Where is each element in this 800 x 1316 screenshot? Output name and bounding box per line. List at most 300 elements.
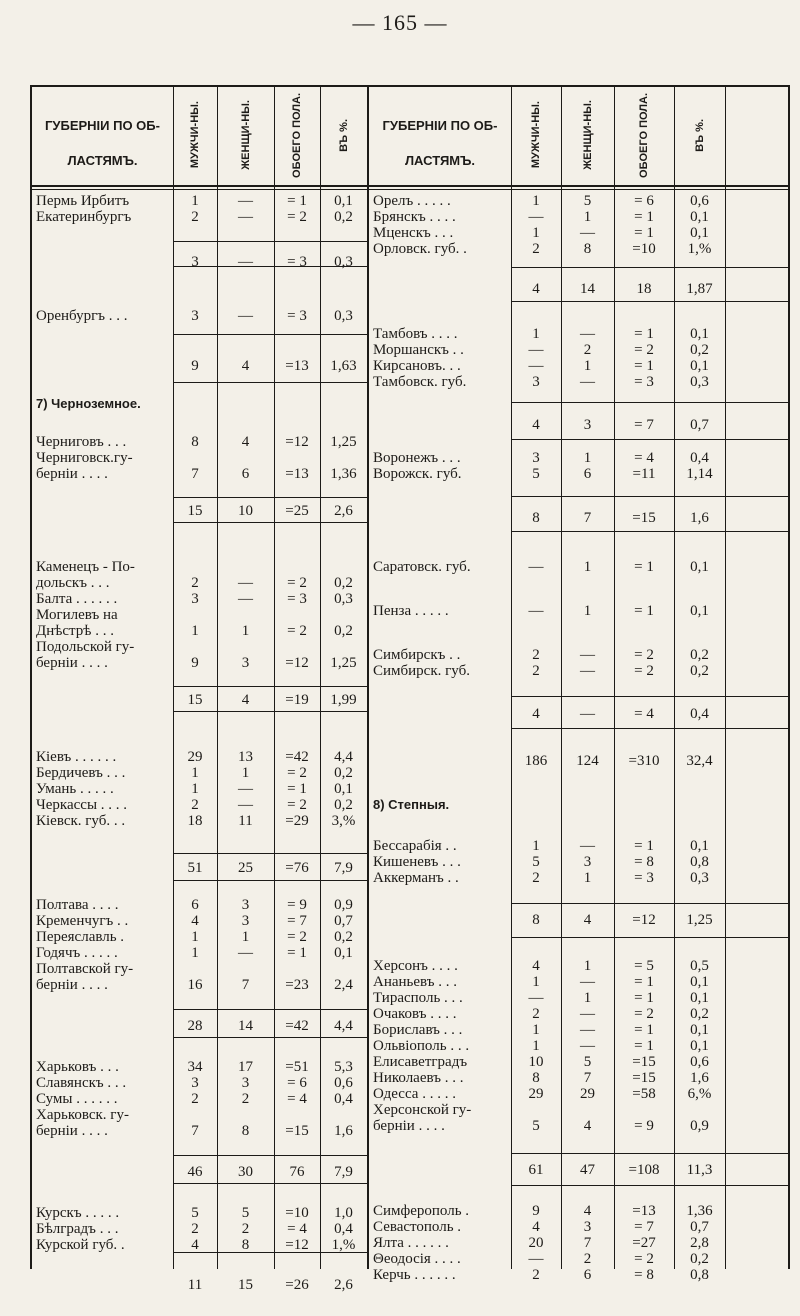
region-name: Полтава . . . . xyxy=(36,897,119,913)
women-cell: 1 xyxy=(241,623,250,639)
total-cell: = 1 xyxy=(634,1038,654,1054)
percent-cell: 0,9 xyxy=(690,1118,709,1134)
total-cell: =12 xyxy=(285,655,309,671)
total-cell: =25 xyxy=(285,503,309,519)
region-name: Симферополь . xyxy=(373,1203,470,1219)
total-cell: = 3 xyxy=(634,374,654,390)
percent-cell: 1,0 xyxy=(334,1205,353,1221)
women-cell: 25 xyxy=(238,860,253,876)
region-name: Умань . . . . . xyxy=(36,781,114,797)
men-cell: 5 xyxy=(532,854,540,870)
men-cell: 1 xyxy=(532,1022,540,1038)
men-cell: 20 xyxy=(528,1235,544,1251)
total-cell: = 7 xyxy=(634,417,654,433)
percent-cell: 0,1 xyxy=(690,990,709,1006)
total-cell: = 2 xyxy=(634,1006,654,1022)
men-cell: 1 xyxy=(532,225,540,241)
subtotal-rule xyxy=(173,241,367,242)
total-cell: = 1 xyxy=(634,358,654,374)
total-cell: = 9 xyxy=(634,1118,654,1134)
region-name: Воронежъ . . . xyxy=(373,450,461,466)
men-cell: 2 xyxy=(532,663,540,679)
region-name: Харьковъ . . . xyxy=(36,1059,119,1075)
percent-cell: 1,6 xyxy=(690,1070,709,1086)
percent-cell: 0,1 xyxy=(690,326,709,342)
percent-cell: 0,6 xyxy=(690,193,709,209)
total-cell: = 2 xyxy=(634,647,654,663)
women-cell: — xyxy=(580,706,595,722)
subtotal-rule xyxy=(511,402,790,403)
total-cell: =23 xyxy=(285,977,309,993)
total-cell: = 1 xyxy=(634,559,654,575)
table-left-border xyxy=(30,85,32,1269)
percent-cell: 1,14 xyxy=(686,466,713,482)
women-cell: 17 xyxy=(238,1059,253,1075)
women-cell: — xyxy=(580,225,595,241)
col-divider xyxy=(367,85,369,1269)
percent-cell: 0,3 xyxy=(334,308,353,324)
region-name: Кременчугъ . . xyxy=(36,913,129,929)
subtotal-rule xyxy=(173,1183,367,1184)
women-cell: 6 xyxy=(583,466,592,482)
region-name: Курской губ. . xyxy=(36,1237,125,1253)
men-cell: 1 xyxy=(532,1038,540,1054)
subtotal-rule xyxy=(173,686,367,687)
region-header-line2: ЛАСТЯМЪ. xyxy=(67,153,138,168)
total-cell: = 2 xyxy=(287,209,307,225)
women-cell: 3 xyxy=(583,417,592,433)
region-name: Оренбургъ . . . xyxy=(36,308,128,324)
percent-cell: 2,6 xyxy=(334,1277,353,1293)
total-cell: = 3 xyxy=(634,870,654,886)
women-cell: 7 xyxy=(583,1070,592,1086)
percent-cell: 0,1 xyxy=(690,974,709,990)
subtotal-rule xyxy=(173,853,367,854)
total-cell: = 3 xyxy=(287,254,307,270)
total-cell: =29 xyxy=(285,813,309,829)
percent-cell: 1,87 xyxy=(686,281,713,297)
men-cell: — xyxy=(528,342,544,358)
subtotal-rule xyxy=(511,531,790,532)
men-cell: 4 xyxy=(532,281,540,297)
men-cell: 2 xyxy=(191,1091,199,1107)
region-name: Керчь . . . . . . xyxy=(373,1267,456,1283)
subtotal-rule xyxy=(173,1155,367,1156)
total-cell: = 4 xyxy=(287,1221,307,1237)
subtotal-rule xyxy=(511,937,790,938)
women-cell: 1 xyxy=(583,870,592,886)
men-cell: 5 xyxy=(532,466,540,482)
men-cell: 8 xyxy=(191,434,199,450)
percent-cell: 0,2 xyxy=(690,342,709,358)
percent-cell: 0,4 xyxy=(334,1091,353,1107)
percent-cell: 0,1 xyxy=(690,838,709,854)
subtotal-rule xyxy=(511,496,790,497)
region-name: Тирасполь . . . xyxy=(373,990,463,1006)
men-cell: 1 xyxy=(191,781,199,797)
men-cell: 8 xyxy=(532,912,540,928)
women-cell: — xyxy=(238,308,253,324)
percent-cell: 32,4 xyxy=(686,753,713,769)
total-cell: = 8 xyxy=(634,1267,654,1283)
men-cell: 3 xyxy=(532,374,540,390)
total-cell: = 1 xyxy=(634,225,654,241)
percent-cell: 1,25 xyxy=(330,655,357,671)
total-cell: =27 xyxy=(632,1235,656,1251)
women-cell: 8 xyxy=(583,241,592,257)
region-name: берніи . . . . xyxy=(36,466,108,482)
men-cell: 3 xyxy=(191,1075,199,1091)
men-cell: 4 xyxy=(191,1237,199,1253)
percent-cell: 2,6 xyxy=(334,503,353,519)
men-cell: 2 xyxy=(191,797,199,813)
region-name: Кишеневъ . . . xyxy=(373,854,461,870)
women-cell: 8 xyxy=(241,1123,250,1139)
women-cell: 4 xyxy=(583,912,592,928)
region-name: Херсонъ . . . . xyxy=(373,958,458,974)
men-cell: 3 xyxy=(191,591,199,607)
women-cell: 4 xyxy=(241,434,250,450)
both-header: ОБОЕГО ПОЛА. xyxy=(291,92,303,178)
total-cell: = 1 xyxy=(634,990,654,1006)
men-cell: 46 xyxy=(187,1164,203,1180)
total-cell: = 2 xyxy=(634,342,654,358)
women-cell: — xyxy=(580,1006,595,1022)
men-cell: 2 xyxy=(191,209,199,225)
percent-cell: 7,9 xyxy=(334,860,353,876)
men-cell: 1 xyxy=(532,193,540,209)
region-name: Николаевъ . . . xyxy=(373,1070,464,1086)
total-cell: = 2 xyxy=(634,663,654,679)
women-cell: 1 xyxy=(583,990,592,1006)
women-cell: 47 xyxy=(580,1162,595,1178)
women-cell: — xyxy=(580,326,595,342)
percent-cell: 0,8 xyxy=(690,1267,709,1283)
women-cell: 124 xyxy=(576,753,599,769)
percent-cell: 2,8 xyxy=(690,1235,709,1251)
percent-cell: 0,1 xyxy=(690,1038,709,1054)
men-cell: 4 xyxy=(532,958,540,974)
men-cell: 1 xyxy=(532,326,540,342)
region-name: Орловск. губ. . xyxy=(373,241,467,257)
men-cell: 4 xyxy=(191,913,199,929)
percent-cell: 0,4 xyxy=(690,450,709,466)
region-name: Годячъ . . . . . xyxy=(36,945,118,961)
region-name: Балта . . . . . . xyxy=(36,591,118,607)
women-cell: 3 xyxy=(241,1075,250,1091)
percent-cell: 0,1 xyxy=(690,225,709,241)
region-header-line2: ЛАСТЯМЪ. xyxy=(404,153,476,168)
men-cell: — xyxy=(528,559,544,575)
header-rule-2 xyxy=(30,189,790,190)
women-cell: 5 xyxy=(583,1054,592,1070)
women-cell: 2 xyxy=(583,342,592,358)
percent-cell: 0,2 xyxy=(690,663,709,679)
subtotal-rule xyxy=(511,903,790,904)
men-cell: 3 xyxy=(191,254,199,270)
men-cell: 1 xyxy=(532,838,540,854)
men-cell: 186 xyxy=(524,753,548,769)
total-cell: = 1 xyxy=(634,838,654,854)
percent-cell: 1,% xyxy=(687,241,712,257)
total-cell: =108 xyxy=(628,1162,660,1178)
women-cell: 8 xyxy=(241,1237,250,1253)
women-cell: 11 xyxy=(238,813,253,829)
percent-cell: 3,% xyxy=(331,813,356,829)
region-name: Кирсановъ. . . xyxy=(373,358,461,374)
women-cell: 29 xyxy=(580,1086,595,1102)
region-name: Ольвіополь . . . xyxy=(373,1038,470,1054)
women-cell: — xyxy=(238,193,253,209)
men-cell: 4 xyxy=(532,1219,540,1235)
men-cell: 15 xyxy=(187,503,203,519)
total-cell: 76 xyxy=(289,1164,305,1180)
percent-cell: 0,2 xyxy=(334,765,353,781)
men-header: МУЖЧИ-НЫ. xyxy=(189,101,201,169)
subtotal-rule xyxy=(173,334,367,335)
percent-cell: 0,1 xyxy=(334,193,353,209)
subtotal-rule xyxy=(173,711,367,712)
region-name: Аккерманъ . . xyxy=(373,870,459,886)
total-cell: =12 xyxy=(632,912,656,928)
men-cell: 3 xyxy=(191,308,199,324)
percent-cell: 11,3 xyxy=(686,1162,713,1178)
pct-header: ВЪ %. xyxy=(693,118,706,152)
percent-cell: 1,99 xyxy=(330,692,357,708)
total-cell: = 6 xyxy=(287,1075,307,1091)
men-cell: 2 xyxy=(191,1221,199,1237)
men-cell: 8 xyxy=(532,1070,540,1086)
region-name: Пермь Ирбитъ xyxy=(36,193,130,209)
total-cell: = 2 xyxy=(287,765,307,781)
subtotal-rule xyxy=(173,382,367,383)
percent-cell: 0,3 xyxy=(690,374,709,390)
men-cell: 1 xyxy=(532,974,540,990)
men-cell: 29 xyxy=(528,1086,544,1102)
percent-cell: 0,3 xyxy=(690,870,709,886)
women-cell: 3 xyxy=(583,854,592,870)
women-cell: — xyxy=(580,663,595,679)
subtotal-rule xyxy=(173,1009,367,1010)
women-cell: 13 xyxy=(238,749,253,765)
men-cell: — xyxy=(528,209,544,225)
percent-cell: 1,63 xyxy=(330,358,357,374)
region-name: Переяславль . xyxy=(36,929,125,945)
total-cell: =76 xyxy=(285,860,309,876)
men-cell: 1 xyxy=(191,929,199,945)
men-cell: 1 xyxy=(191,623,199,639)
total-cell: =13 xyxy=(632,1203,656,1219)
women-cell: 3 xyxy=(241,913,250,929)
percent-cell: 0,8 xyxy=(690,854,709,870)
men-cell: 4 xyxy=(532,706,540,722)
men-cell: 34 xyxy=(187,1059,203,1075)
region-header-line1: ГУБЕРНІИ ПО ОБ- xyxy=(45,118,160,133)
section-heading: 7) Черноземное. xyxy=(36,396,141,411)
women-cell: 5 xyxy=(583,193,592,209)
region-name: Бѣлградъ . . . xyxy=(36,1221,119,1237)
women-cell: 2 xyxy=(583,1251,592,1267)
women-cell: 10 xyxy=(238,503,253,519)
percent-cell: 0,4 xyxy=(690,706,709,722)
women-cell: — xyxy=(238,591,253,607)
percent-cell: 1,25 xyxy=(686,912,713,928)
total-cell: =11 xyxy=(632,466,656,482)
region-name: Тамбовск. губ. xyxy=(373,374,467,390)
total-cell: = 4 xyxy=(287,1091,307,1107)
total-cell: = 4 xyxy=(634,450,654,466)
percent-cell: 1,6 xyxy=(690,510,709,526)
men-cell: 9 xyxy=(191,358,199,374)
region-name: Могилевъ на xyxy=(36,607,118,623)
women-cell: 4 xyxy=(583,1203,592,1219)
region-name: Черкассы . . . . xyxy=(36,797,128,813)
percent-cell: 5,3 xyxy=(334,1059,353,1075)
men-cell: — xyxy=(528,990,544,1006)
region-name: берніи . . . . xyxy=(36,655,108,671)
women-cell: — xyxy=(580,374,595,390)
women-cell: 6 xyxy=(583,1267,592,1283)
both-header: ОБОЕГО ПОЛА. xyxy=(638,92,650,178)
women-cell: 6 xyxy=(241,466,250,482)
total-cell: = 2 xyxy=(287,575,307,591)
region-name: Кіевъ . . . . . . xyxy=(36,749,117,765)
total-cell: =51 xyxy=(285,1059,309,1075)
subtotal-rule xyxy=(173,522,367,523)
percent-cell: 0,1 xyxy=(334,945,353,961)
region-header-left xyxy=(32,85,173,185)
region-name: Ананьевъ . . . xyxy=(373,974,458,990)
women-cell: 5 xyxy=(241,1205,250,1221)
subtotal-rule xyxy=(511,439,790,440)
percent-cell: 4,4 xyxy=(334,749,353,765)
col-rule xyxy=(725,85,726,1269)
percent-cell: 0,7 xyxy=(690,1219,709,1235)
women-header: ЖЕНЩИ-НЫ. xyxy=(581,100,594,170)
men-cell: 8 xyxy=(532,510,540,526)
men-cell: 7 xyxy=(191,1123,199,1139)
percent-cell: 0,1 xyxy=(690,1022,709,1038)
total-cell: = 2 xyxy=(287,929,307,945)
percent-cell: 0,2 xyxy=(334,623,353,639)
women-cell: 1 xyxy=(583,603,592,619)
total-cell: =26 xyxy=(285,1277,309,1293)
section-heading: 8) Степныя. xyxy=(373,797,450,812)
region-name: Бердичевъ . . . xyxy=(36,765,126,781)
total-cell: =15 xyxy=(632,510,656,526)
total-cell: =13 xyxy=(285,466,309,482)
men-cell: 3 xyxy=(532,450,540,466)
total-cell: = 3 xyxy=(287,308,307,324)
table-right-border xyxy=(788,85,790,1269)
percent-cell: 2,4 xyxy=(334,977,353,993)
header-rule xyxy=(30,185,790,187)
region-name: Пенза . . . . . xyxy=(373,603,449,619)
percent-cell: 1,6 xyxy=(334,1123,353,1139)
women-cell: 3 xyxy=(583,1219,592,1235)
women-cell: — xyxy=(238,209,253,225)
region-name: Елисаветградъ xyxy=(373,1054,468,1070)
percent-cell: 0,1 xyxy=(690,559,709,575)
women-cell: 4 xyxy=(583,1118,592,1134)
women-cell: 15 xyxy=(238,1277,253,1293)
women-cell: 3 xyxy=(241,655,250,671)
subtotal-rule xyxy=(173,880,367,881)
region-name: Брянскъ . . . . xyxy=(373,209,456,225)
region-name: Саратовск. губ. xyxy=(373,559,471,575)
men-cell: 18 xyxy=(187,813,203,829)
men-cell: 61 xyxy=(528,1162,544,1178)
percent-cell: 0,3 xyxy=(334,254,353,270)
men-cell: 29 xyxy=(187,749,203,765)
region-name: Севастополь . xyxy=(373,1219,462,1235)
total-cell: = 9 xyxy=(287,897,307,913)
region-name: Ворожск. губ. xyxy=(373,466,462,482)
men-cell: 6 xyxy=(191,897,199,913)
women-cell: 1 xyxy=(583,559,592,575)
total-cell: =15 xyxy=(285,1123,309,1139)
total-cell: =42 xyxy=(285,1018,309,1034)
percent-cell: 0,2 xyxy=(334,797,353,813)
total-cell: = 3 xyxy=(287,591,307,607)
total-cell: =15 xyxy=(632,1070,656,1086)
total-cell: = 1 xyxy=(634,974,654,990)
region-header-right xyxy=(369,85,511,185)
women-cell: 1 xyxy=(241,765,250,781)
total-cell: = 5 xyxy=(634,958,654,974)
region-name: Екатеринбургъ xyxy=(36,209,132,225)
women-cell: — xyxy=(580,838,595,854)
percent-cell: 0,7 xyxy=(334,913,353,929)
subtotal-rule xyxy=(511,696,790,697)
women-cell: 2 xyxy=(241,1091,250,1107)
percent-cell: 0,2 xyxy=(690,647,709,663)
region-name: Харьковск. гу- xyxy=(36,1107,129,1123)
men-cell: 11 xyxy=(187,1277,203,1293)
total-cell: =42 xyxy=(285,749,309,765)
region-name: Каменецъ - По- xyxy=(36,559,135,575)
total-cell: =12 xyxy=(285,1237,309,1253)
men-cell: 16 xyxy=(187,977,203,993)
total-cell: = 2 xyxy=(634,1251,654,1267)
region-name: Днѣстрѣ . . . xyxy=(36,623,114,639)
total-cell: = 1 xyxy=(634,326,654,342)
men-cell: 5 xyxy=(191,1205,199,1221)
total-cell: =15 xyxy=(632,1054,656,1070)
pct-header: ВЪ %. xyxy=(337,118,350,152)
region-name: Ялта . . . . . . xyxy=(373,1235,449,1251)
subtotal-rule xyxy=(511,1185,790,1186)
subtotal-rule xyxy=(173,497,367,498)
percent-cell: 0,2 xyxy=(334,929,353,945)
total-cell: = 1 xyxy=(287,781,307,797)
women-cell: — xyxy=(580,1038,595,1054)
women-cell: — xyxy=(580,1022,595,1038)
percent-cell: 0,5 xyxy=(690,958,709,974)
region-name: Славянскъ . . . xyxy=(36,1075,127,1091)
women-cell: 4 xyxy=(241,692,250,708)
percent-cell: 0,6 xyxy=(334,1075,353,1091)
percent-cell: 0,2 xyxy=(690,1251,709,1267)
women-cell: 3 xyxy=(241,897,250,913)
percent-cell: 0,2 xyxy=(690,1006,709,1022)
men-cell: 28 xyxy=(187,1018,203,1034)
region-name: Сумы . . . . . . xyxy=(36,1091,118,1107)
subtotal-rule xyxy=(511,267,790,268)
women-cell: — xyxy=(238,781,253,797)
percent-cell: 0,1 xyxy=(690,358,709,374)
percent-cell: 1,25 xyxy=(330,434,357,450)
